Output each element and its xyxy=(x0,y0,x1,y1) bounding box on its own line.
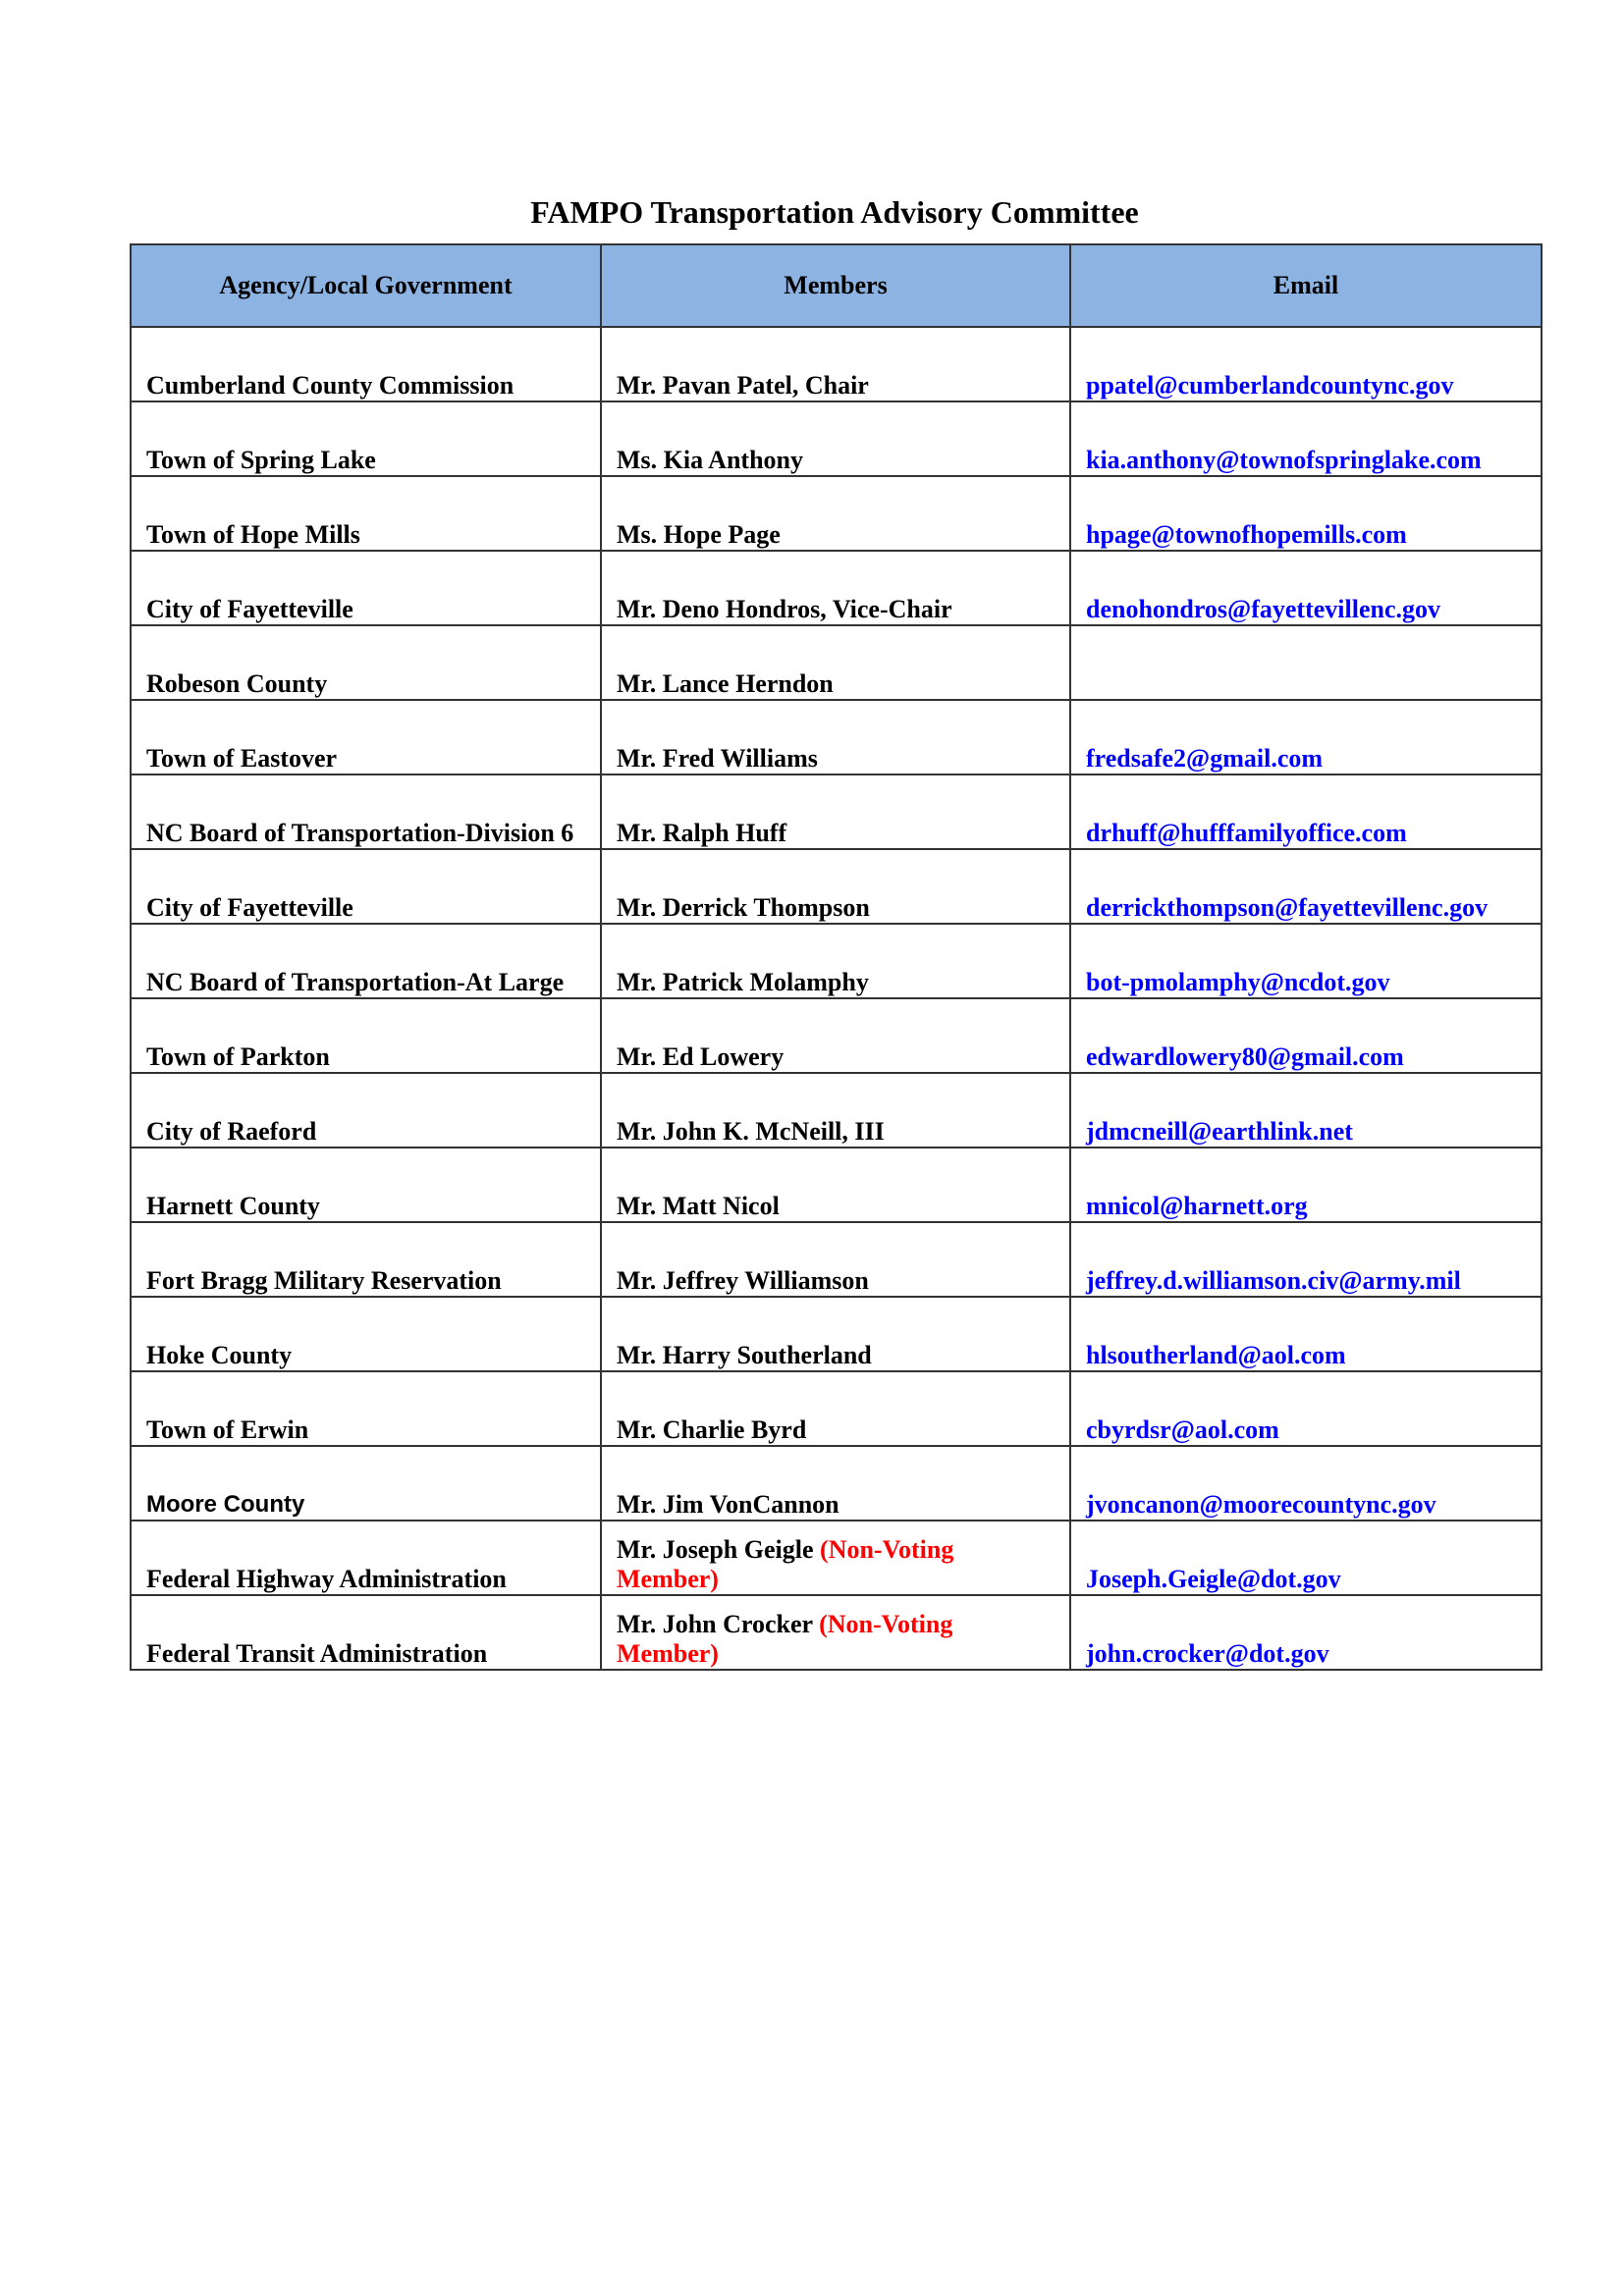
member-cell xyxy=(601,1073,1070,1148)
member-name: Ms. Hope Page xyxy=(617,520,781,549)
email-cell xyxy=(1070,1521,1542,1595)
member-cell xyxy=(601,774,1070,849)
table-row xyxy=(131,1297,1542,1371)
email-cell xyxy=(1070,1222,1542,1297)
agency-cell: Harnett County xyxy=(131,1148,601,1222)
member-name: Mr. John Crocker xyxy=(617,1610,813,1638)
email-link[interactable]: cbyrdsr@aol.com xyxy=(1086,1415,1279,1444)
member-name: Mr. Pavan Patel, Chair xyxy=(617,371,869,400)
email-link[interactable]: edwardlowery80@gmail.com xyxy=(1086,1042,1404,1071)
email-link[interactable]: john.crocker@dot.gov xyxy=(1086,1639,1329,1668)
member-cell xyxy=(601,849,1070,924)
member-name: Mr. Jim VonCannon xyxy=(617,1490,839,1519)
header-agency: Agency/Local Government xyxy=(131,244,601,327)
member-cell xyxy=(601,327,1070,401)
agency-cell: City of Raeford xyxy=(131,1073,601,1148)
member-name: Ms. Kia Anthony xyxy=(617,446,803,474)
member-cell xyxy=(601,1297,1070,1371)
header-members: Members xyxy=(601,244,1070,327)
email-cell xyxy=(1070,1073,1542,1148)
table-row xyxy=(131,774,1542,849)
email-link[interactable]: jvoncanon@moorecountync.gov xyxy=(1086,1490,1436,1519)
agency-cell: City of Fayetteville xyxy=(131,551,601,625)
member-cell xyxy=(601,1595,1070,1670)
email-link[interactable]: bot-pmolamphy@ncdot.gov xyxy=(1086,968,1390,996)
email-cell xyxy=(1070,700,1542,774)
member-cell xyxy=(601,551,1070,625)
email-link[interactable]: fredsafe2@gmail.com xyxy=(1086,744,1324,773)
committee-table xyxy=(130,243,1543,1671)
member-name: Mr. John K. McNeill, III xyxy=(617,1117,885,1146)
table-row xyxy=(131,1222,1542,1297)
email-cell xyxy=(1070,625,1542,700)
table-row xyxy=(131,1521,1542,1595)
agency-cell: City of Fayetteville xyxy=(131,849,601,924)
member-name: Mr. Ralph Huff xyxy=(617,819,787,847)
table-row xyxy=(131,551,1542,625)
table-row xyxy=(131,924,1542,998)
email-link[interactable]: derrickthompson@fayettevillenc.gov xyxy=(1086,893,1489,922)
email-cell xyxy=(1070,1297,1542,1371)
email-cell xyxy=(1070,551,1542,625)
agency-cell: Town of Eastover xyxy=(131,700,601,774)
agency-cell: Federal Transit Administration xyxy=(131,1595,601,1670)
email-cell xyxy=(1070,1148,1542,1222)
agency-cell: Federal Highway Administration xyxy=(131,1521,601,1595)
email-cell xyxy=(1070,327,1542,401)
email-link[interactable]: jeffrey.d.williamson.civ@army.mil xyxy=(1086,1266,1461,1295)
member-name: Mr. Deno Hondros, Vice-Chair xyxy=(617,595,952,623)
email-cell xyxy=(1070,998,1542,1073)
member-cell xyxy=(601,924,1070,998)
email-cell xyxy=(1070,401,1542,476)
email-link[interactable]: hlsoutherland@aol.com xyxy=(1086,1341,1346,1369)
agency-cell: Moore County xyxy=(131,1446,601,1521)
member-cell xyxy=(601,1371,1070,1446)
member-cell xyxy=(601,998,1070,1073)
table-row xyxy=(131,401,1542,476)
email-cell xyxy=(1070,1371,1542,1446)
agency-cell: Fort Bragg Military Reservation xyxy=(131,1222,601,1297)
page-title: FAMPO Transportation Advisory Committee xyxy=(530,194,1139,230)
member-cell xyxy=(601,1521,1070,1595)
email-link[interactable]: denohondros@fayettevillenc.gov xyxy=(1086,595,1440,623)
non-voting-note: (Non-Voting Member) xyxy=(617,1610,953,1668)
table-row xyxy=(131,1073,1542,1148)
member-name: Mr. Joseph Geigle xyxy=(617,1535,814,1564)
table-row xyxy=(131,476,1542,551)
non-voting-note: (Non-Voting Member) xyxy=(617,1535,954,1593)
table-row xyxy=(131,1148,1542,1222)
table-row xyxy=(131,1371,1542,1446)
agency-cell: NC Board of Transportation-At Large xyxy=(131,924,601,998)
agency-cell: Town of Parkton xyxy=(131,998,601,1073)
member-name: Mr. Matt Nicol xyxy=(617,1192,780,1220)
email-link[interactable]: ppatel@cumberlandcountync.gov xyxy=(1086,371,1454,400)
header-email: Email xyxy=(1070,244,1542,327)
email-cell xyxy=(1070,476,1542,551)
agency-cell: Town of Hope Mills xyxy=(131,476,601,551)
member-name: Mr. Fred Williams xyxy=(617,744,818,773)
member-name: Mr. Charlie Byrd xyxy=(617,1415,807,1444)
table-row xyxy=(131,849,1542,924)
agency-cell: Cumberland County Commission xyxy=(131,327,601,401)
member-cell xyxy=(601,625,1070,700)
email-link[interactable]: hpage@townofhopemills.com xyxy=(1086,520,1407,549)
email-cell xyxy=(1070,1595,1542,1670)
agency-cell: Town of Erwin xyxy=(131,1371,601,1446)
member-cell xyxy=(601,700,1070,774)
member-name: Mr. Ed Lowery xyxy=(617,1042,785,1071)
member-cell xyxy=(601,1446,1070,1521)
table-row xyxy=(131,625,1542,700)
email-link[interactable]: drhuff@hufffamilyoffice.com xyxy=(1086,819,1407,847)
member-name: Mr. Lance Herndon xyxy=(617,669,834,698)
email-cell xyxy=(1070,849,1542,924)
email-link[interactable]: kia.anthony@townofspringlake.com xyxy=(1086,446,1482,474)
member-name: Mr. Patrick Molamphy xyxy=(617,968,869,996)
member-name: Mr. Harry Southerland xyxy=(617,1341,872,1369)
email-link[interactable]: Joseph.Geigle@dot.gov xyxy=(1086,1565,1341,1593)
table-row xyxy=(131,998,1542,1073)
member-cell xyxy=(601,1222,1070,1297)
member-name: Mr. Jeffrey Williamson xyxy=(617,1266,869,1295)
agency-cell: Town of Spring Lake xyxy=(131,401,601,476)
table-header-row xyxy=(131,244,1542,327)
agency-cell: Robeson County xyxy=(131,625,601,700)
email-cell xyxy=(1070,924,1542,998)
agency-cell: NC Board of Transportation-Division 6 xyxy=(131,774,601,849)
email-cell xyxy=(1070,774,1542,849)
table-row xyxy=(131,700,1542,774)
email-link[interactable]: mnicol@harnett.org xyxy=(1086,1192,1308,1220)
table-row xyxy=(131,327,1542,401)
agency-cell: Hoke County xyxy=(131,1297,601,1371)
email-cell xyxy=(1070,1446,1542,1521)
member-cell xyxy=(601,1148,1070,1222)
member-cell xyxy=(601,401,1070,476)
table-row xyxy=(131,1446,1542,1521)
member-cell xyxy=(601,476,1070,551)
member-name: Mr. Derrick Thompson xyxy=(617,893,870,922)
table-row xyxy=(131,1595,1542,1670)
email-link[interactable]: jdmcneill@earthlink.net xyxy=(1086,1117,1353,1146)
